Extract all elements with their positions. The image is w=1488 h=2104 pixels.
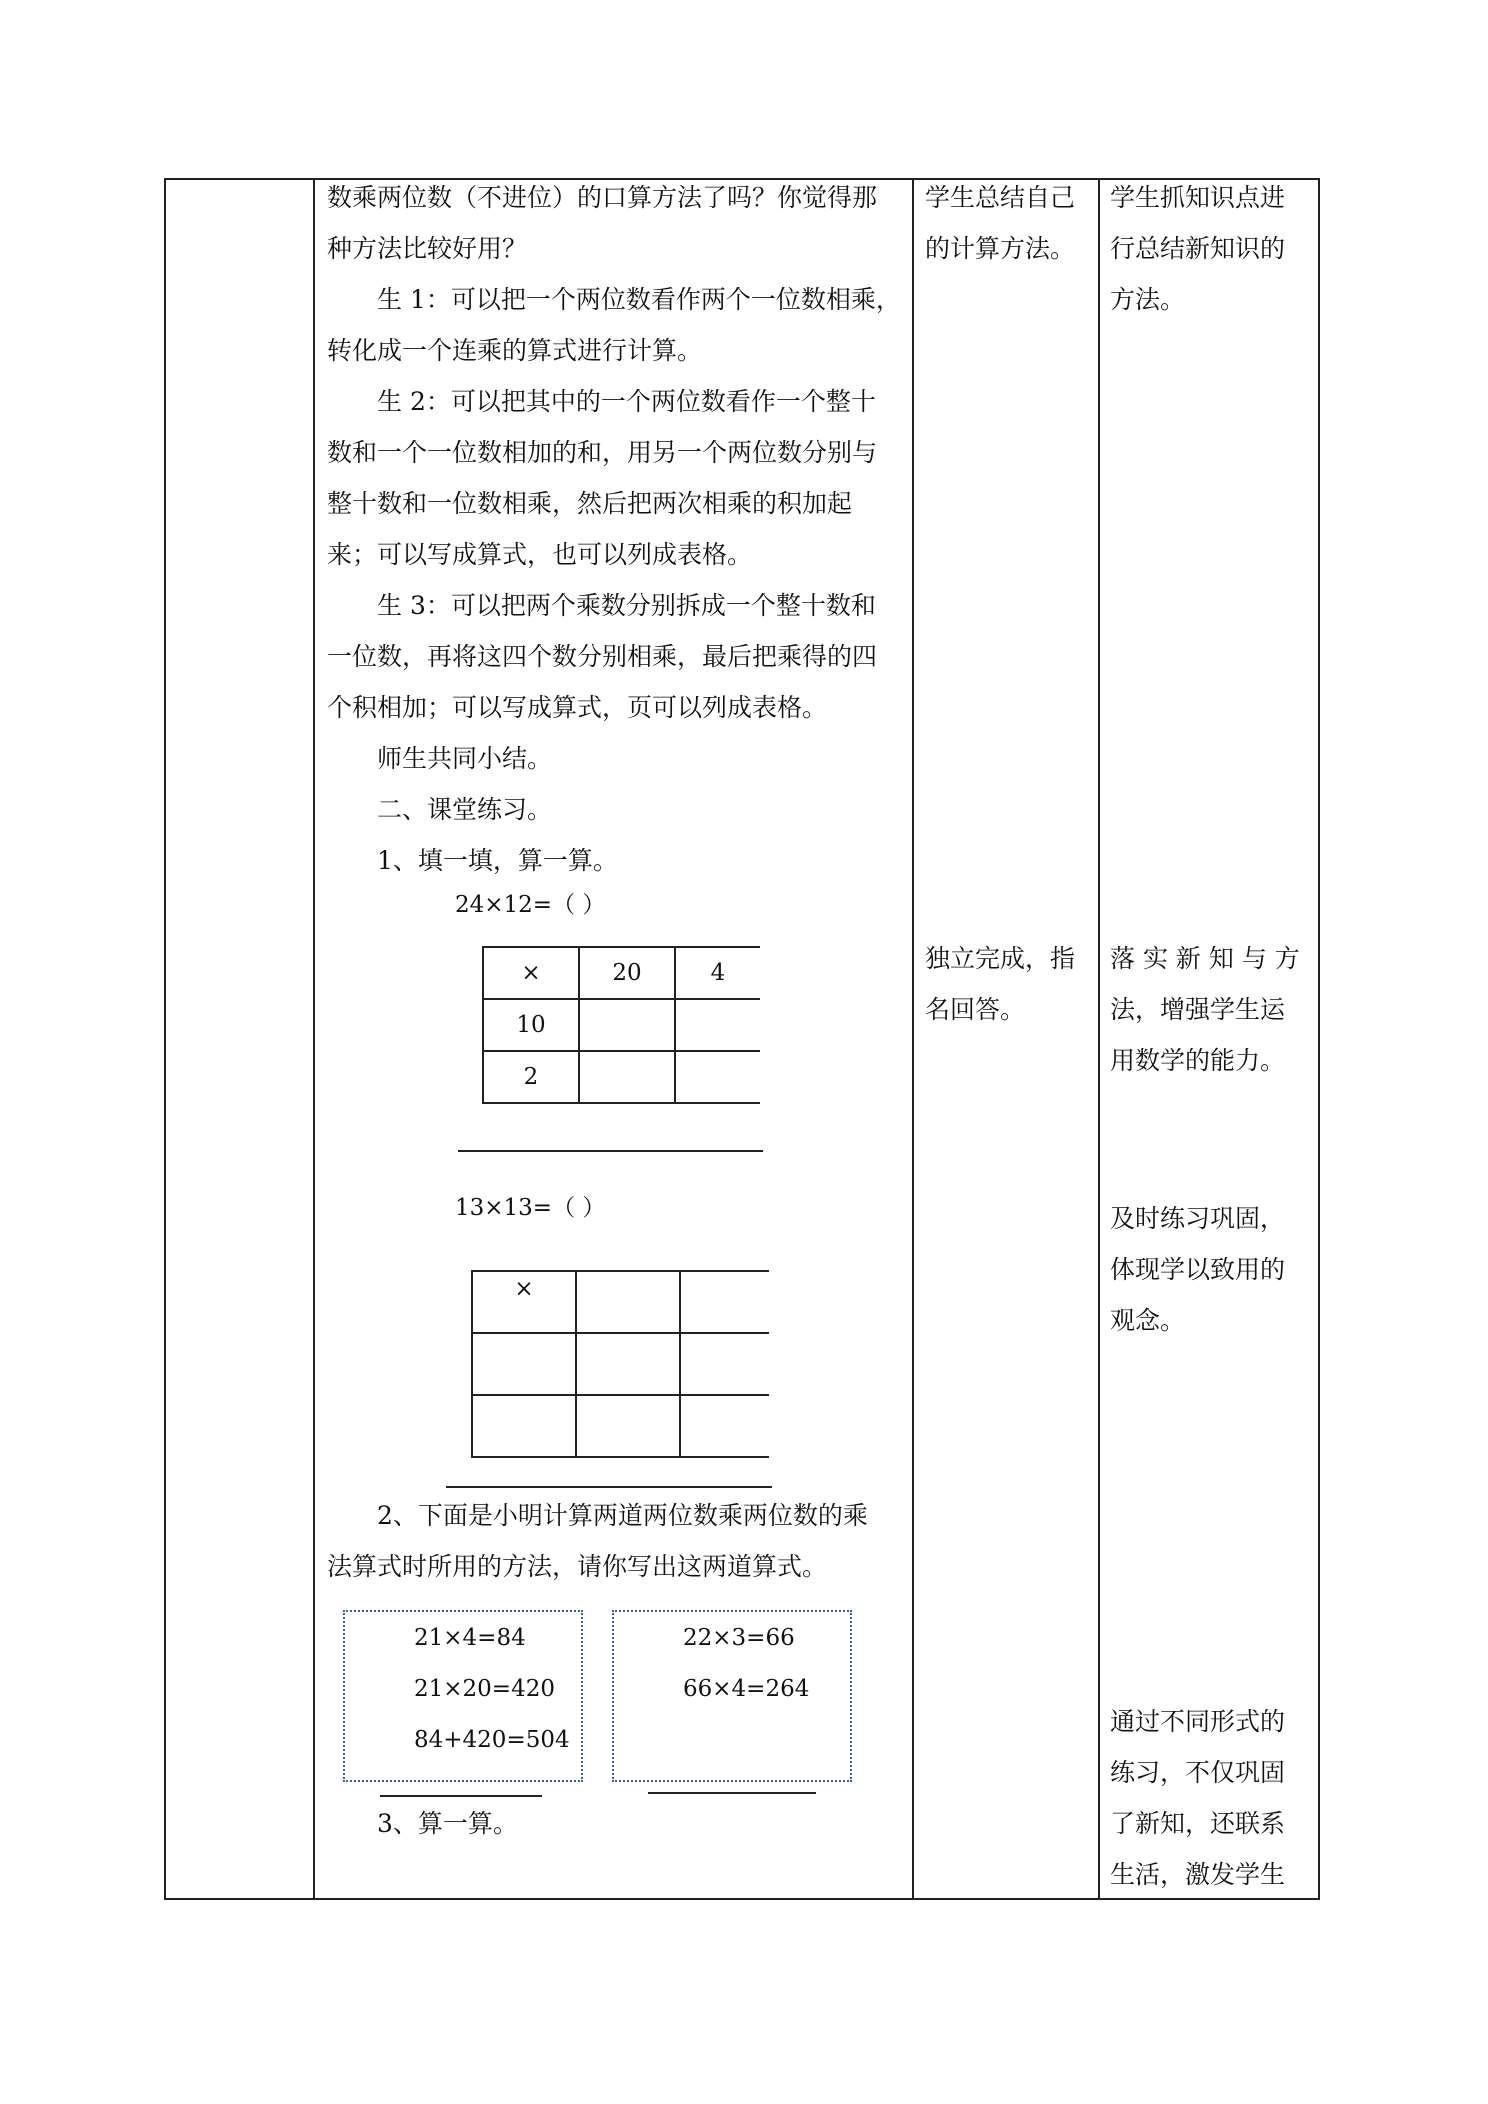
table-cell — [680, 1271, 769, 1333]
main-line: 来；可以写成算式，也可以列成表格。 — [327, 540, 753, 569]
table-24x12 — [482, 946, 760, 1104]
main-line: 种方法比较好用？ — [327, 234, 528, 263]
table-cell: 10 — [483, 999, 579, 1051]
main-line: 数乘两位数（不进位）的口算方法了吗？你觉得那 — [327, 183, 878, 212]
problem-24x12: 24×12=（ ） — [455, 892, 606, 918]
method-step: 21×20=420 — [414, 1676, 555, 1702]
design-intent: 通过不同形式的 — [1110, 1707, 1286, 1736]
design-intent: 用数学的能力。 — [1110, 1046, 1286, 1075]
main-line: 二、课堂练习。 — [377, 795, 553, 824]
design-intent: 落 实 新 知 与 方 — [1110, 944, 1300, 973]
student-activity: 名回答。 — [925, 995, 1026, 1024]
table-cell: 20 — [579, 947, 675, 999]
column-divider-1 — [313, 178, 315, 1900]
main-line: 生 1：可以把一个两位数看作两个一位数相乘， — [377, 285, 901, 314]
exercise2-line: 法算式时所用的方法，请你写出这两道算式。 — [327, 1552, 828, 1581]
table-cell — [472, 1395, 576, 1457]
answer-line — [458, 1150, 763, 1152]
table-cell — [675, 999, 760, 1051]
student-activity: 的计算方法。 — [925, 234, 1076, 263]
table-cell — [675, 1051, 760, 1103]
table-cell: × — [483, 947, 579, 999]
main-line: 个积相加；可以写成算式，页可以列成表格。 — [327, 693, 828, 722]
column-divider-2 — [912, 178, 914, 1900]
main-line: 生 2：可以把其中的一个两位数看作一个整十 — [377, 387, 876, 416]
answer-line — [380, 1795, 542, 1797]
design-intent: 学生抓知识点进 — [1110, 183, 1286, 212]
table-cell: 4 — [675, 947, 760, 999]
main-line: 生 3：可以把两个乘数分别拆成一个整十数和 — [377, 591, 876, 620]
main-line: 转化成一个连乘的算式进行计算。 — [327, 336, 703, 365]
design-intent: 观念。 — [1110, 1306, 1186, 1335]
design-intent: 方法。 — [1110, 285, 1186, 314]
design-intent: 生活，激发学生 — [1110, 1860, 1286, 1889]
table-cell — [579, 1051, 675, 1103]
main-line: 整十数和一位数相乘，然后把两次相乘的积加起 — [327, 489, 853, 518]
design-intent: 法，增强学生运 — [1110, 995, 1286, 1024]
main-line: 1、填一填，算一算。 — [377, 846, 618, 875]
method-step: 66×4=264 — [683, 1676, 810, 1702]
table-cell — [472, 1333, 576, 1395]
main-line: 数和一个一位数相加的和，用另一个两位数分别与 — [327, 438, 878, 467]
table-cell — [579, 999, 675, 1051]
design-intent: 了新知，还联系 — [1110, 1809, 1286, 1838]
student-activity: 独立完成，指 — [925, 944, 1076, 973]
table-cell — [576, 1271, 680, 1333]
design-intent: 行总结新知识的 — [1110, 234, 1286, 263]
answer-line — [446, 1486, 772, 1488]
table-13x13 — [471, 1270, 769, 1458]
design-intent: 及时练习巩固， — [1110, 1204, 1286, 1233]
table-cell — [576, 1333, 680, 1395]
exercise3-title: 3、算一算。 — [377, 1809, 518, 1838]
table-cell — [680, 1395, 769, 1457]
column-divider-3 — [1098, 178, 1100, 1900]
table-cell — [576, 1395, 680, 1457]
main-line: 一位数，再将这四个数分别相乘，最后把乘得的四 — [327, 642, 878, 671]
problem-13x13: 13×13=（ ） — [455, 1195, 606, 1221]
design-intent: 体现学以致用的 — [1110, 1255, 1286, 1284]
method-step: 21×4=84 — [414, 1625, 526, 1651]
main-line: 师生共同小结。 — [377, 744, 553, 773]
exercise2-line: 2、下面是小明计算两道两位数乘两位数的乘 — [377, 1501, 868, 1530]
design-intent: 练习，不仅巩固 — [1110, 1758, 1286, 1787]
student-activity: 学生总结自己 — [925, 183, 1076, 212]
method-step: 22×3=66 — [683, 1625, 795, 1651]
method-step: 84+420=504 — [414, 1727, 570, 1753]
table-cell: × — [472, 1271, 576, 1333]
table-cell: 2 — [483, 1051, 579, 1103]
table-cell — [680, 1333, 769, 1395]
answer-line — [648, 1792, 816, 1794]
